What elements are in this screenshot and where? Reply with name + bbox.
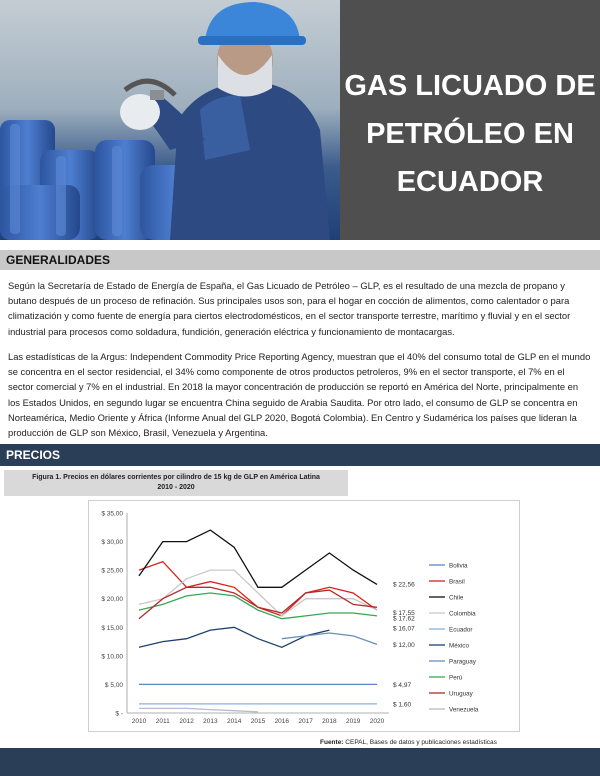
x-tick-label: 2010 (131, 718, 147, 725)
title-line-2: PETRÓLEO EN (366, 118, 574, 150)
y-tick-label: $ - (115, 710, 123, 718)
x-tick-label: 2011 (155, 718, 170, 725)
legend-label: Ecuador (449, 626, 473, 634)
end-value-label: $ 4,97 (393, 682, 412, 690)
price-chart-svg (89, 501, 519, 731)
y-tick-label: $ 35,00 (101, 510, 123, 518)
x-tick-label: 2015 (250, 718, 266, 725)
end-value-label: $ 12,00 (393, 641, 415, 649)
title-line-3: ECUADOR (396, 166, 544, 198)
x-tick-label: 2012 (179, 718, 194, 725)
series-line-venezuela (139, 708, 258, 712)
series-line-paraguay (282, 633, 377, 644)
end-value-label: $ 22,56 (393, 581, 415, 589)
x-tick-label: 2019 (345, 718, 361, 725)
page-title (340, 62, 600, 206)
legend-label: Bolivia (449, 562, 468, 570)
price-chart (88, 500, 520, 732)
legend-label: Colombia (449, 610, 476, 618)
legend-label: Chile (449, 594, 464, 602)
figure-caption (4, 470, 348, 496)
title-line-1: GAS LICUADO DE (344, 70, 596, 102)
paragraph-statistics: Las estadísticas de la Argus: Independent Commodity Price Reporting Agency, muestran que el 40% del consumo total de GLP en el mundo se concentra en el sector residencial, el 34% como componente de otros productos petroleros, 9% en el sector transporte, el 7% en el sector comercial y 7% en el industrial. En 2018 la mayor concentración de producción se reportó en América del Norte, principalmente en los Estados Unidos, en segundo lugar se encuentra China seguido de Arabia Saudita. Por otro lado, el consumo de GLP se concentra en Norteamérica, Medio Oriente y África (Informe Anual del GLP 2020, Bogotá Colombia). En Centro y Sudamérica los países que lideran la producción de GLP son México, Brasil, Venezuela y Argentina. (8, 351, 591, 439)
end-value-label: $ 1,60 (393, 701, 412, 709)
y-tick-label: $ 25,00 (101, 567, 123, 575)
footer-band (0, 748, 600, 776)
x-tick-label: 2020 (369, 718, 385, 725)
series-line-uruguay (139, 587, 377, 618)
legend-label: Paraguay (449, 658, 476, 666)
hero-banner (0, 0, 600, 240)
title-panel (340, 0, 600, 240)
figure-source (320, 739, 497, 746)
worker-photo (0, 0, 340, 240)
section-header-generalidades (0, 250, 600, 270)
y-tick-label: $ 15,00 (101, 624, 123, 632)
x-tick-label: 2018 (322, 718, 337, 725)
source-text: CEPAL, Bases de datos y publicaciones estadísticas (343, 739, 497, 746)
series-line-mxico (139, 627, 329, 647)
x-tick-label: 2017 (298, 718, 313, 725)
x-tick-label: 2016 (274, 718, 290, 725)
y-tick-label: $ 5,00 (104, 681, 123, 689)
figure-caption-title: Figura 1. Precios en dólares corrientes por cilindro de 15 kg de GLP en América Latina (32, 474, 320, 481)
section-title-generalidades: GENERALIDADES (6, 253, 111, 267)
worker-illustration (0, 0, 340, 240)
figure-caption-years: 2010 - 2020 (157, 484, 195, 491)
y-tick-label: $ 20,00 (101, 596, 123, 604)
paragraph-definition: Según la Secretaría de Estado de Energía de España, el Gas Licuado de Petróleo – GLP, es el resultado de una mezcla de propano y butano después de un proceso de refinación. Sus principales usos son, para el hogar en cocción de alimentos, como calentador o para climatización y como fuente de energía para ciertos electrodomésticos, en el sector transporte terrestre, marítimo y fluvial y en el sector industrial para procesos como soldadura, fundición, generación eléctrica y funcionamiento de montacargas. (8, 280, 571, 337)
x-tick-label: 2013 (203, 718, 218, 725)
end-value-label: $ 17,62 (393, 615, 415, 623)
legend-label: Brasil (449, 578, 465, 586)
y-tick-label: $ 30,00 (101, 539, 123, 547)
legend-label: Uruguay (449, 690, 473, 698)
end-value-label: $ 16,07 (393, 625, 415, 633)
end-value-label: $ 17,55 (393, 610, 415, 618)
legend-label: Venezuela (449, 706, 479, 714)
section-title-precios: PRECIOS (6, 448, 61, 462)
x-tick-label: 2014 (226, 718, 242, 725)
series-line-chile (139, 530, 377, 587)
source-label: Fuente: (320, 739, 344, 746)
y-tick-label: $ 10,00 (101, 653, 123, 661)
legend-label: Perú (449, 674, 463, 682)
legend-label: México (449, 642, 469, 650)
section-header-precios (0, 444, 600, 466)
